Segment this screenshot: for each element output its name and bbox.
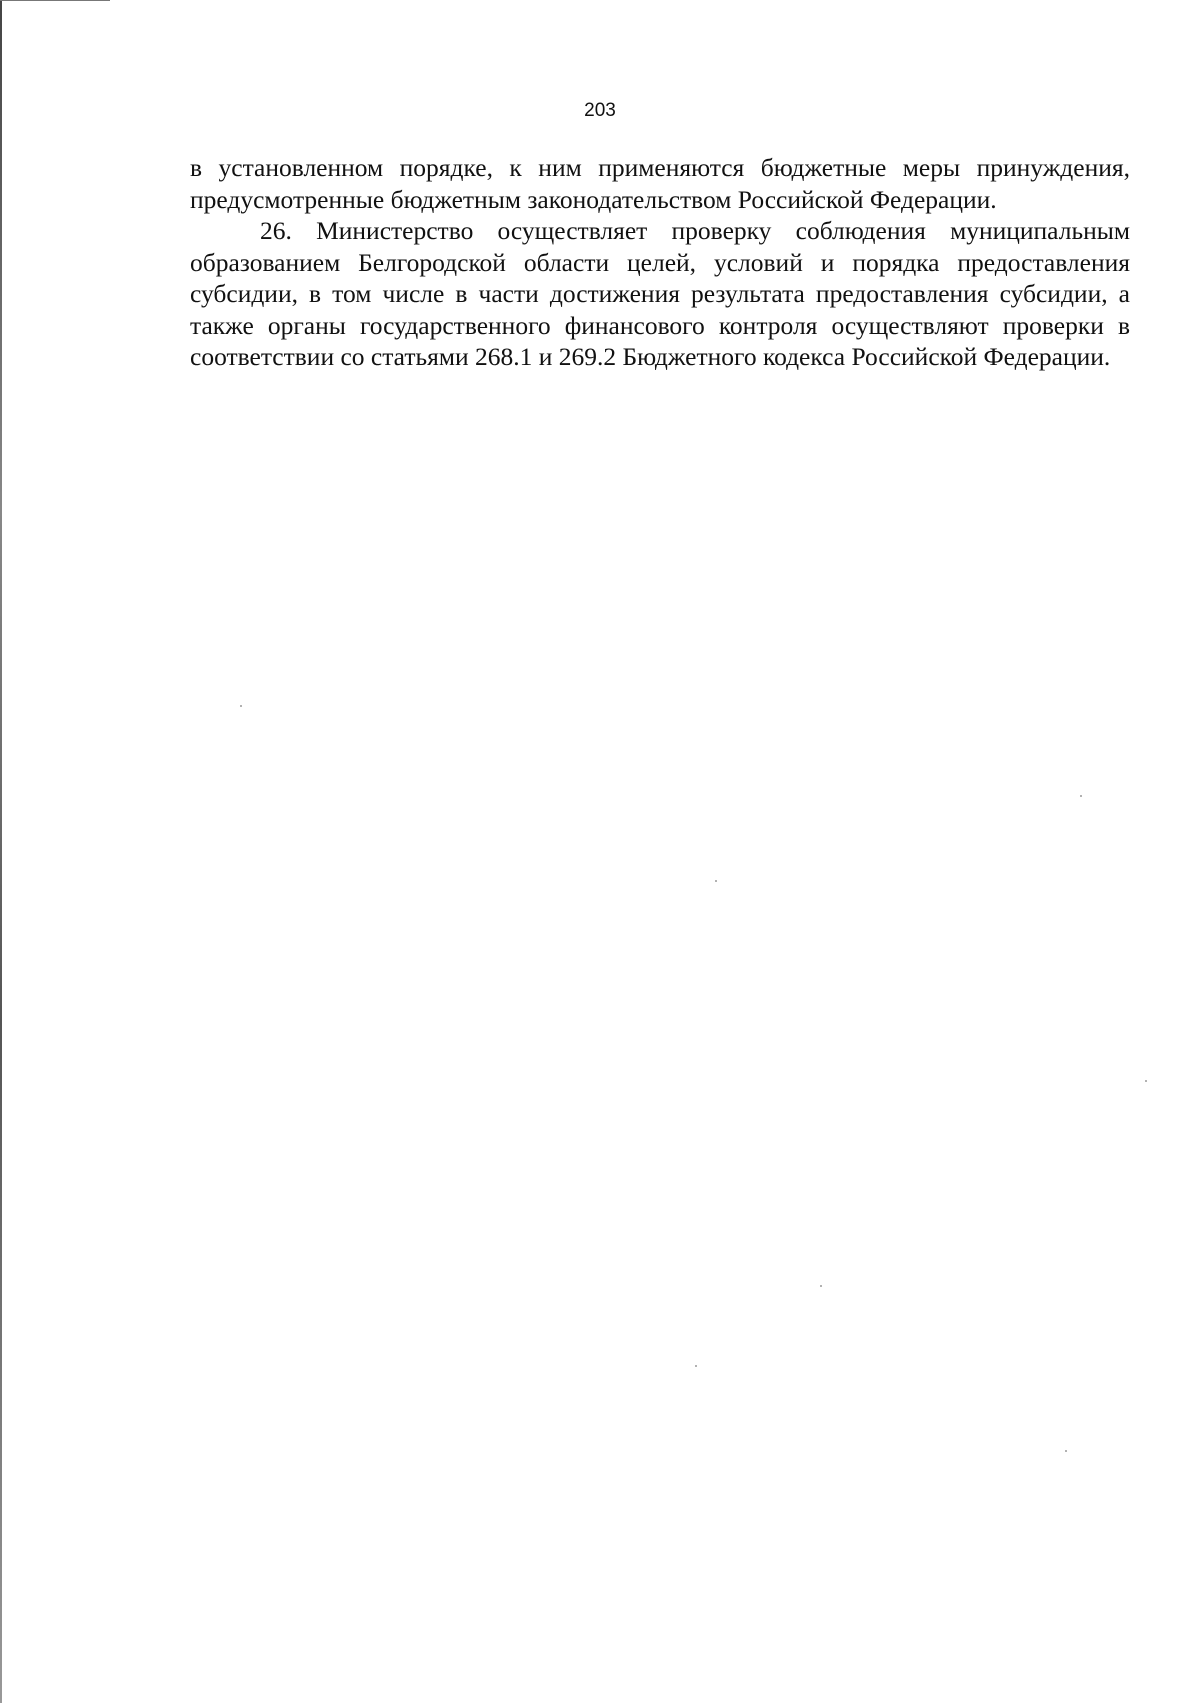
paragraph-continuation: в установленном порядке, к ним применяются бюджетные меры принуждения, предусмотренные бюджетным законодательством Российской Федерации.: [190, 153, 1130, 214]
page-number: 203: [584, 100, 616, 121]
document-body: [190, 152, 1130, 373]
scan-left-edge: [0, 0, 2, 1703]
paragraph-item-26: 26. Министерство осуществляет проверку соблюдения муниципальным образованием Белгородской области целей, условий и порядка предоставления субсидии, в том числе в части достижения результата предоставления субсидии, а также органы государственного финансового контроля осуществляют проверки в соответствии со статьями 268.1 и 269.2 Бюджетного кодекса Российской Федерации.: [190, 216, 1130, 371]
scan-speck: [1145, 1080, 1147, 1082]
scan-top-line: [0, 0, 110, 1]
scan-speck: [715, 880, 717, 882]
scan-speck: [1080, 795, 1082, 797]
scan-speck: [1065, 1450, 1067, 1452]
scan-speck: [820, 1285, 822, 1287]
scan-speck: [695, 1365, 697, 1367]
scan-speck: [240, 705, 242, 707]
